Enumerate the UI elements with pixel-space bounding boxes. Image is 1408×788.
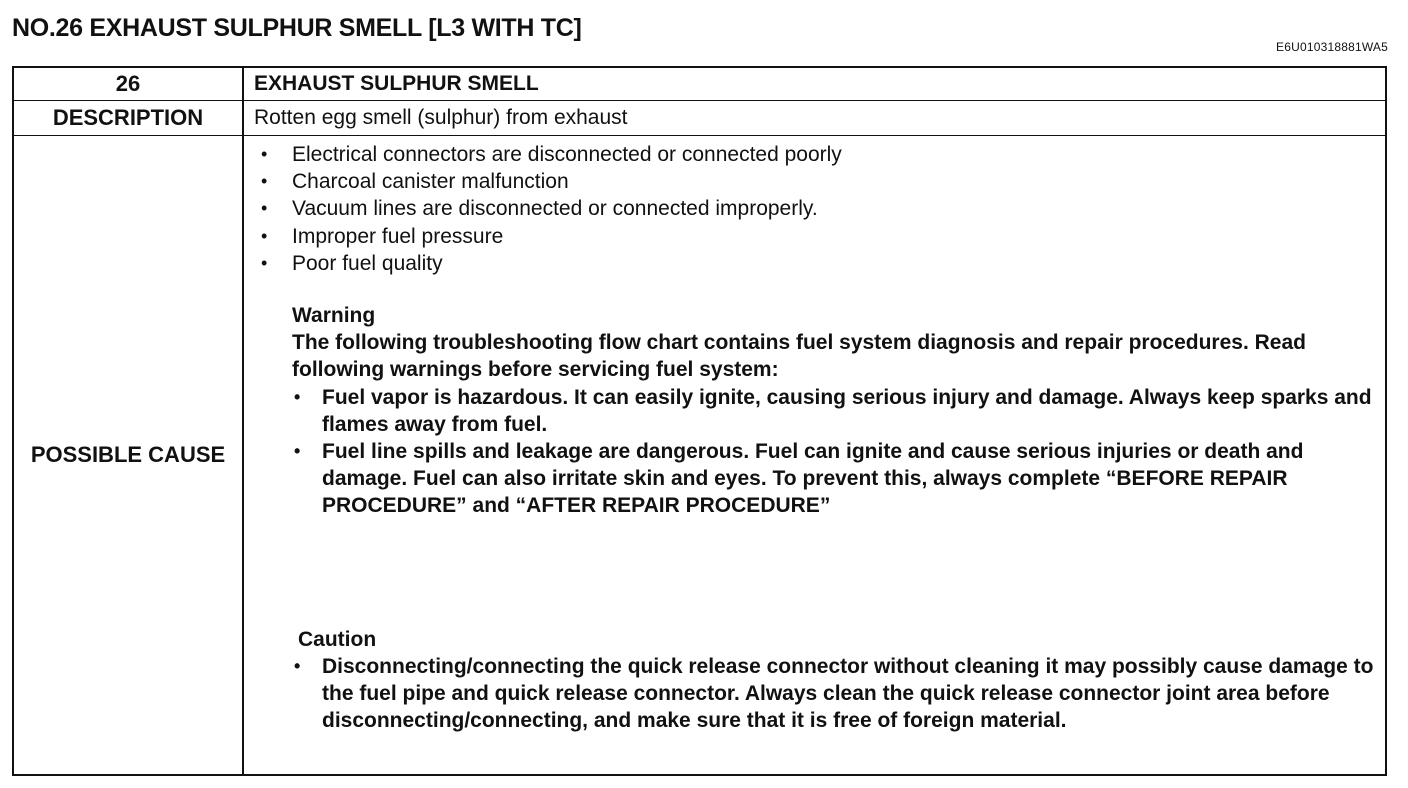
caution-block xyxy=(298,626,1377,735)
symptom-table xyxy=(12,66,1387,776)
page-title: NO.26 EXHAUST SULPHUR SMELL [L3 WITH TC] xyxy=(12,14,582,42)
possible-cause-label: POSSIBLE CAUSE xyxy=(30,442,226,467)
possible-cause-content xyxy=(258,141,1377,734)
caution-label: Caution xyxy=(298,627,377,651)
cause-item: • Vacuum lines are disconnected or connected improperly. xyxy=(258,195,1377,222)
warning-item: • Fuel vapor is hazardous. It can easily ignite, causing serious injury and damage. Always keep sparks and flames away from fuel. xyxy=(292,384,1377,438)
column-divider xyxy=(242,101,244,135)
description-value: Rotten egg smell (sulphur) from exhaust xyxy=(254,106,628,129)
column-divider xyxy=(242,136,244,774)
cause-item: • Electrical connectors are disconnected or connected poorly xyxy=(258,141,1377,168)
description-label: DESCRIPTION xyxy=(52,105,204,130)
caution-list xyxy=(292,653,1377,735)
warning-list xyxy=(292,384,1377,520)
cause-item: • Charcoal canister malfunction xyxy=(258,168,1377,195)
warning-item: • Fuel line spills and leakage are dangerous. Fuel can ignite and cause serious injuries or death and damage. Fuel can also irritate skin and eyes. To prevent this, always complete “BEFORE REPAIR PROCEDURE” and “AFTER REPAIR PROCEDURE” xyxy=(292,438,1377,520)
table-row-possible-cause xyxy=(14,136,1385,774)
warning-block xyxy=(292,302,1377,520)
table-row-number xyxy=(14,68,1385,101)
warning-label: Warning xyxy=(292,304,376,328)
document-code: E6U010318881WA5 xyxy=(1276,40,1388,54)
column-divider xyxy=(242,68,244,100)
cause-list xyxy=(258,141,1377,277)
symptom-number: 26 xyxy=(115,71,141,96)
cause-item: • Improper fuel pressure xyxy=(258,223,1377,250)
caution-item: • Disconnecting/connecting the quick release connector without cleaning it may possibly cause damage to the fuel pipe and quick release connector. Always clean the quick release connector joint area before disconnecting/connecting, and make sure that it is free of foreign material. xyxy=(292,653,1377,735)
symptom-title: EXHAUST SULPHUR SMELL xyxy=(254,72,539,95)
warning-intro: The following troubleshooting flow chart contains fuel system diagnosis and repair procedures. Read following warnings before servicing fuel system: xyxy=(292,331,1306,382)
table-row-description xyxy=(14,101,1385,136)
cause-item: • Poor fuel quality xyxy=(258,250,1377,277)
